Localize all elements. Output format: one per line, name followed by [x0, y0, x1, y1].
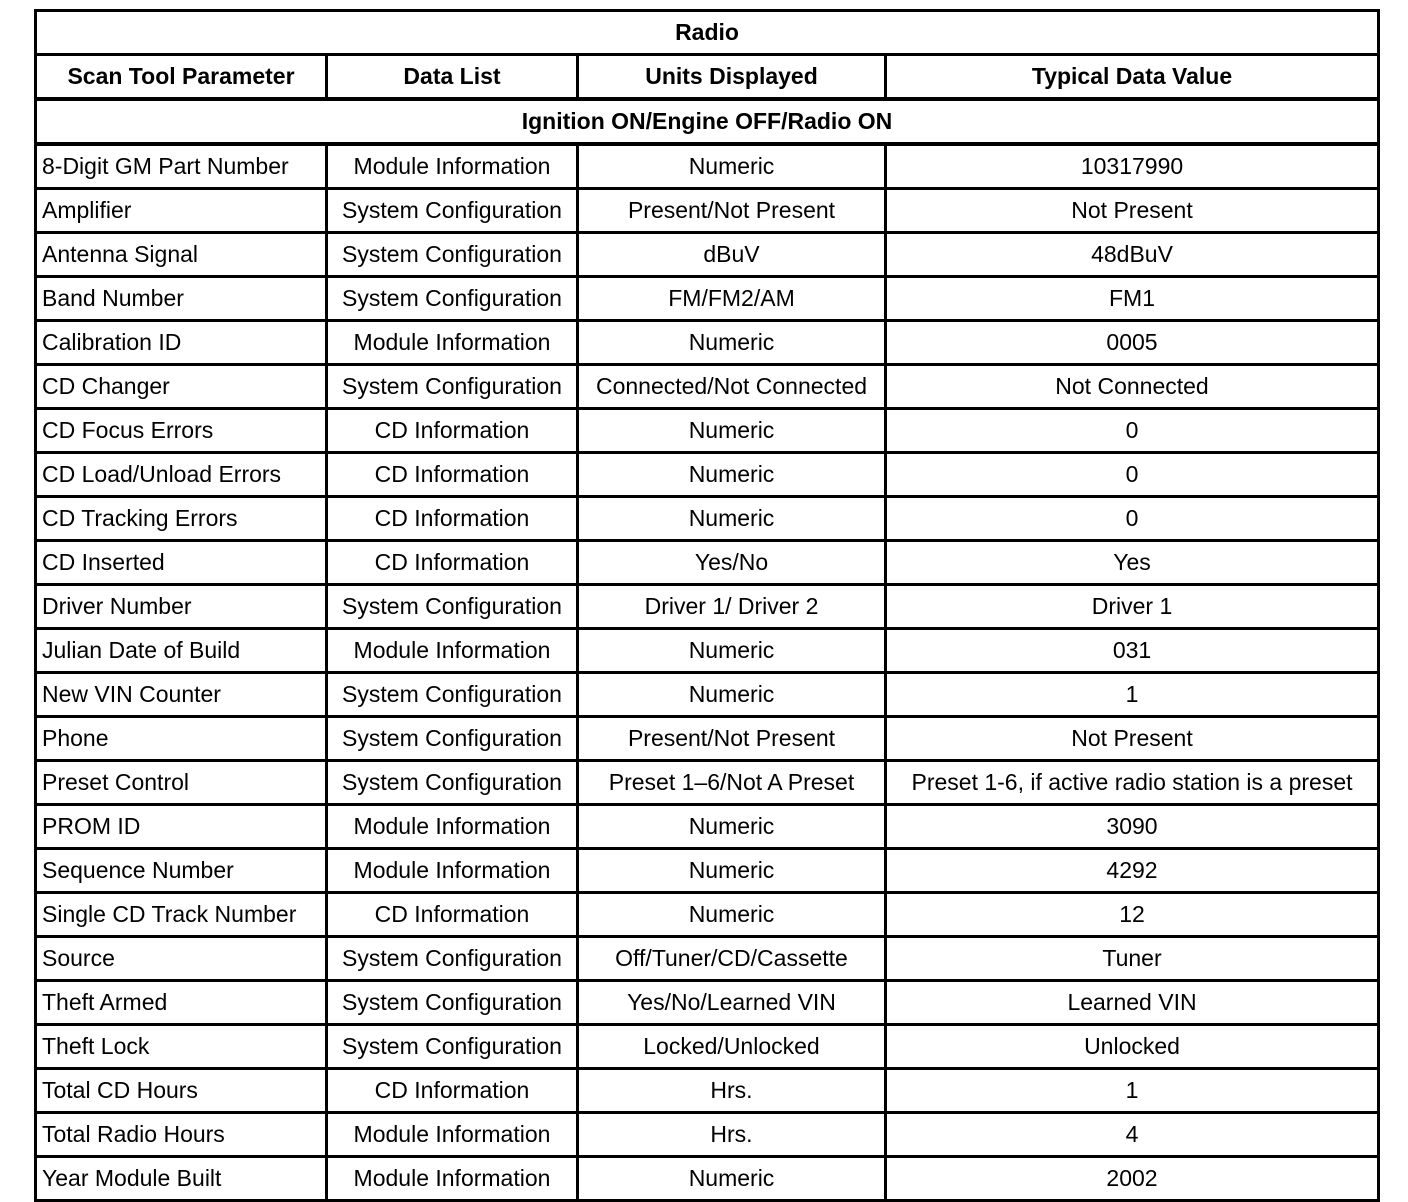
typical-value-cell: 4: [886, 1113, 1379, 1157]
units-cell: Hrs.: [578, 1113, 886, 1157]
units-cell: Numeric: [578, 1157, 886, 1201]
parameter-cell: Theft Lock: [36, 1025, 327, 1069]
data-list-cell: Module Information: [327, 1113, 578, 1157]
parameter-cell: Amplifier: [36, 189, 327, 233]
table-row: [36, 365, 1379, 409]
column-header-typical-value: Typical Data Value: [886, 55, 1379, 100]
parameter-cell: Total CD Hours: [36, 1069, 327, 1113]
table-row: [36, 189, 1379, 233]
units-cell: Numeric: [578, 629, 886, 673]
radio-data-table: [34, 9, 1380, 1202]
units-cell: Numeric: [578, 409, 886, 453]
parameter-cell: Band Number: [36, 277, 327, 321]
table-row: [36, 629, 1379, 673]
column-header-parameter: Scan Tool Parameter: [36, 55, 327, 100]
table-body: [36, 144, 1379, 1201]
table-row: [36, 497, 1379, 541]
data-list-cell: Module Information: [327, 629, 578, 673]
typical-value-cell: 48dBuV: [886, 233, 1379, 277]
data-list-cell: System Configuration: [327, 937, 578, 981]
typical-value-cell: Not Connected: [886, 365, 1379, 409]
data-list-cell: System Configuration: [327, 189, 578, 233]
data-list-cell: System Configuration: [327, 1025, 578, 1069]
data-list-cell: CD Information: [327, 893, 578, 937]
parameter-cell: CD Load/Unload Errors: [36, 453, 327, 497]
units-cell: Connected/Not Connected: [578, 365, 886, 409]
parameter-cell: Year Module Built: [36, 1157, 327, 1201]
data-list-cell: Module Information: [327, 805, 578, 849]
units-cell: Yes/No: [578, 541, 886, 585]
units-cell: Locked/Unlocked: [578, 1025, 886, 1069]
data-list-cell: System Configuration: [327, 585, 578, 629]
units-cell: FM/FM2/AM: [578, 277, 886, 321]
parameter-cell: Preset Control: [36, 761, 327, 805]
table-row: [36, 144, 1379, 189]
parameter-cell: CD Inserted: [36, 541, 327, 585]
units-cell: Numeric: [578, 893, 886, 937]
parameter-cell: 8-Digit GM Part Number: [36, 144, 327, 189]
table-row: [36, 761, 1379, 805]
data-list-cell: System Configuration: [327, 673, 578, 717]
units-cell: Numeric: [578, 805, 886, 849]
parameter-cell: Calibration ID: [36, 321, 327, 365]
typical-value-cell: Not Present: [886, 717, 1379, 761]
typical-value-cell: 031: [886, 629, 1379, 673]
units-cell: Yes/No/Learned VIN: [578, 981, 886, 1025]
data-list-cell: System Configuration: [327, 761, 578, 805]
typical-value-cell: 0: [886, 453, 1379, 497]
units-cell: Driver 1/ Driver 2: [578, 585, 886, 629]
table-row: [36, 585, 1379, 629]
typical-value-cell: 10317990: [886, 144, 1379, 189]
table-title: Radio: [36, 11, 1379, 55]
parameter-cell: Source: [36, 937, 327, 981]
parameter-cell: Total Radio Hours: [36, 1113, 327, 1157]
table-row: [36, 981, 1379, 1025]
table-row: [36, 409, 1379, 453]
typical-value-cell: Tuner: [886, 937, 1379, 981]
parameter-cell: Single CD Track Number: [36, 893, 327, 937]
parameter-cell: Theft Armed: [36, 981, 327, 1025]
table-row: [36, 849, 1379, 893]
units-cell: Present/Not Present: [578, 717, 886, 761]
data-list-cell: Module Information: [327, 321, 578, 365]
typical-value-cell: Driver 1: [886, 585, 1379, 629]
data-list-cell: CD Information: [327, 541, 578, 585]
parameter-cell: PROM ID: [36, 805, 327, 849]
table-row: [36, 673, 1379, 717]
data-list-cell: System Configuration: [327, 277, 578, 321]
typical-value-cell: 0005: [886, 321, 1379, 365]
data-list-cell: System Configuration: [327, 981, 578, 1025]
typical-value-cell: 3090: [886, 805, 1379, 849]
units-cell: Numeric: [578, 497, 886, 541]
units-cell: dBuV: [578, 233, 886, 277]
data-list-cell: System Configuration: [327, 717, 578, 761]
condition-label: Ignition ON/Engine OFF/Radio ON: [36, 99, 1379, 144]
table-row: [36, 893, 1379, 937]
typical-value-cell: Not Present: [886, 189, 1379, 233]
parameter-cell: CD Changer: [36, 365, 327, 409]
units-cell: Numeric: [578, 321, 886, 365]
units-cell: Off/Tuner/CD/Cassette: [578, 937, 886, 981]
units-cell: Numeric: [578, 849, 886, 893]
table-row: [36, 233, 1379, 277]
units-cell: Numeric: [578, 453, 886, 497]
units-cell: Hrs.: [578, 1069, 886, 1113]
typical-value-cell: 0: [886, 409, 1379, 453]
data-list-cell: Module Information: [327, 144, 578, 189]
table-row: [36, 453, 1379, 497]
table-row: [36, 937, 1379, 981]
data-list-cell: System Configuration: [327, 233, 578, 277]
typical-value-cell: 4292: [886, 849, 1379, 893]
table-row: [36, 277, 1379, 321]
units-cell: Numeric: [578, 673, 886, 717]
table-row: [36, 321, 1379, 365]
table-row: [36, 1025, 1379, 1069]
parameter-cell: Julian Date of Build: [36, 629, 327, 673]
units-cell: Numeric: [578, 144, 886, 189]
parameter-cell: CD Tracking Errors: [36, 497, 327, 541]
radio-data-table-container: [34, 9, 1377, 1202]
parameter-cell: Antenna Signal: [36, 233, 327, 277]
typical-value-cell: Preset 1-6, if active radio station is a preset: [886, 761, 1379, 805]
typical-value-cell: 2002: [886, 1157, 1379, 1201]
condition-row: [36, 99, 1379, 144]
typical-value-cell: Learned VIN: [886, 981, 1379, 1025]
typical-value-cell: 1: [886, 1069, 1379, 1113]
typical-value-cell: 12: [886, 893, 1379, 937]
title-row: [36, 11, 1379, 55]
typical-value-cell: Unlocked: [886, 1025, 1379, 1069]
data-list-cell: CD Information: [327, 453, 578, 497]
table-row: [36, 805, 1379, 849]
parameter-cell: CD Focus Errors: [36, 409, 327, 453]
data-list-cell: CD Information: [327, 1069, 578, 1113]
table-row: [36, 717, 1379, 761]
units-cell: Present/Not Present: [578, 189, 886, 233]
typical-value-cell: 0: [886, 497, 1379, 541]
units-cell: Preset 1–6/Not A Preset: [578, 761, 886, 805]
data-list-cell: Module Information: [327, 1157, 578, 1201]
data-list-cell: Module Information: [327, 849, 578, 893]
parameter-cell: Phone: [36, 717, 327, 761]
parameter-cell: Sequence Number: [36, 849, 327, 893]
table-row: [36, 1157, 1379, 1201]
table-row: [36, 1069, 1379, 1113]
parameter-cell: New VIN Counter: [36, 673, 327, 717]
column-header-data-list: Data List: [327, 55, 578, 100]
header-row: [36, 55, 1379, 100]
data-list-cell: System Configuration: [327, 365, 578, 409]
typical-value-cell: FM1: [886, 277, 1379, 321]
data-list-cell: CD Information: [327, 497, 578, 541]
parameter-cell: Driver Number: [36, 585, 327, 629]
typical-value-cell: Yes: [886, 541, 1379, 585]
typical-value-cell: 1: [886, 673, 1379, 717]
column-header-units: Units Displayed: [578, 55, 886, 100]
table-row: [36, 541, 1379, 585]
data-list-cell: CD Information: [327, 409, 578, 453]
